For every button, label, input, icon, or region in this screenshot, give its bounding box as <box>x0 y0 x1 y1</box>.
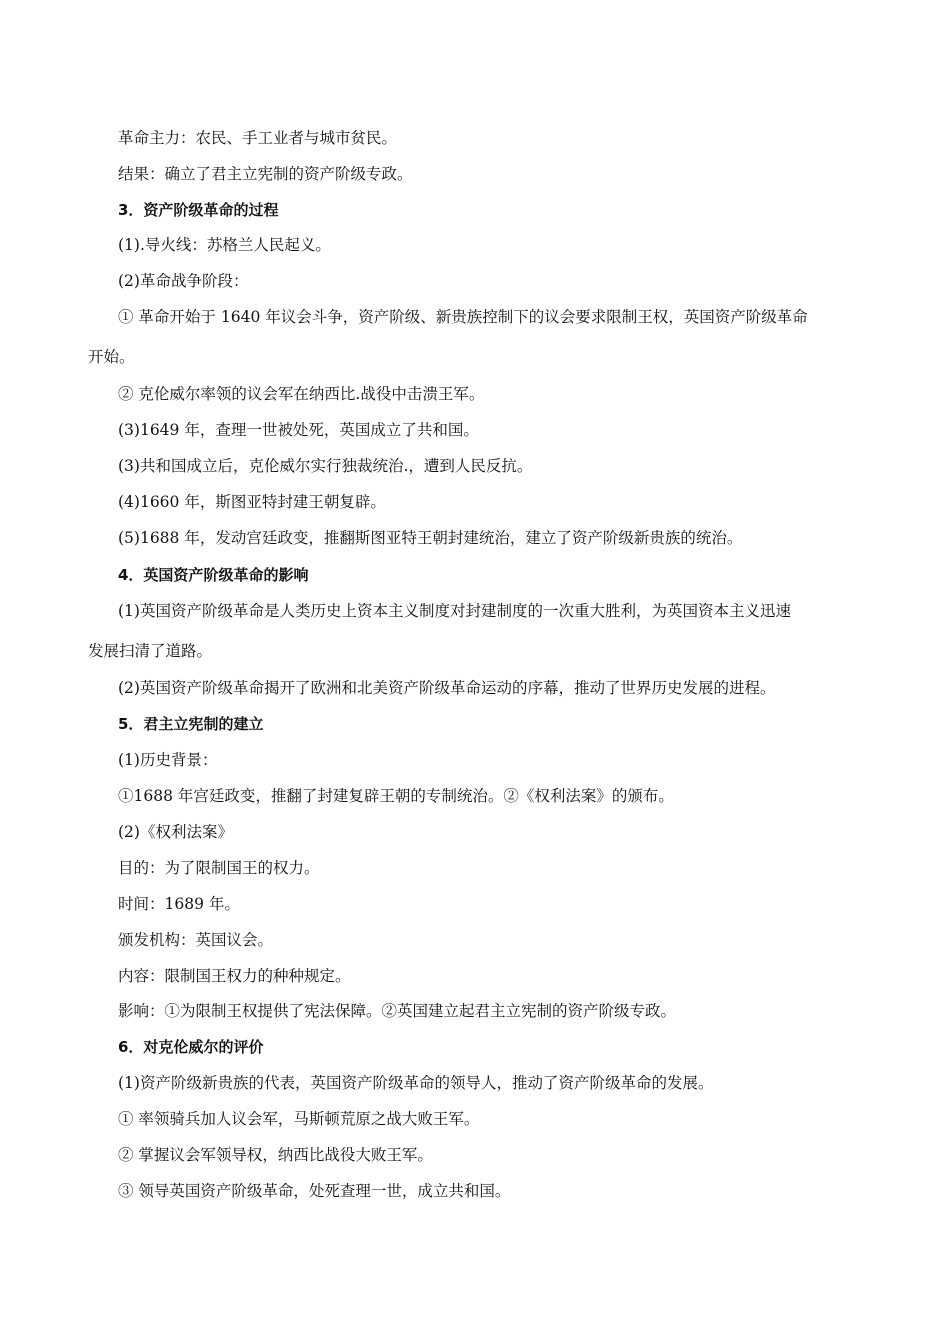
text-line-issuing-body: 颁发机构：英国议会。 <box>118 931 274 949</box>
section-heading-6: 6．对克伦威尔的评价 <box>118 1038 264 1056</box>
text-line-1660: (4)1660 年，斯图亚特封建王朝复辟。 <box>118 493 386 511</box>
text-line-cromwell-role: (1)资产阶级新贵族的代表，英国资产阶级革命的领导人，推动了资产阶级革命的发展。 <box>118 1074 714 1092</box>
text-line-dictatorship: (3)共和国成立后，克伦威尔实行独裁统治.，遭到人民反抗。 <box>118 457 533 475</box>
text-line-impact-1-continued: 发展扫清了道路。 <box>88 642 213 660</box>
text-line-revolution-force: 革命主力：农民、手工业者与城市贫民。 <box>118 129 398 147</box>
text-line-fuse: (1).导火线：苏格兰人民起义。 <box>118 236 331 254</box>
text-line-1640-start: ① 革命开始于 1640 年议会斗争，资产阶级、新贵族控制下的议会要求限制王权，英国资产阶级革命 <box>118 308 808 326</box>
section-heading-3: 3．资产阶级革命的过程 <box>118 201 279 219</box>
text-line-war-stage: (2)革命战争阶段： <box>118 272 249 290</box>
text-line-impact-1: (1)英国资产阶级革命是人类历史上资本主义制度对封建制度的一次重大胜利，为英国资本主义迅速 <box>118 602 791 620</box>
section-heading-4: 4．英国资产阶级革命的影响 <box>118 566 309 584</box>
text-line-time: 时间：1689 年。 <box>118 895 240 913</box>
section-heading-5: 5．君主立宪制的建立 <box>118 715 264 733</box>
text-line-1640-continued: 开始。 <box>88 348 135 366</box>
text-line-cromwell-republic: ③ 领导英国资产阶级革命，处死查理一世，成立共和国。 <box>118 1182 511 1200</box>
text-line-impact-2: (2)英国资产阶级革命揭开了欧洲和北美资产阶级革命运动的序幕，推动了世界历史发展的进程。 <box>118 679 776 697</box>
text-line-naseby: ② 克伦威尔率领的议会军在纳西比.战役中击溃王军。 <box>118 385 485 403</box>
text-line-background-detail: ①1688 年宫廷政变，推翻了封建复辟王朝的专制统治。②《权利法案》的颁布。 <box>118 787 674 805</box>
text-line-cromwell-naseby: ② 掌握议会军领导权，纳西比战役大败王军。 <box>118 1146 433 1164</box>
text-line-cromwell-marston: ① 率领骑兵加人议会军，马斯顿荒原之战大败王军。 <box>118 1110 480 1128</box>
text-line-background: (1)历史背景： <box>118 751 218 769</box>
text-line-result: 结果：确立了君主立宪制的资产阶级专政。 <box>118 165 413 183</box>
text-line-1688: (5)1688 年，发动宫廷政变，推翻斯图亚特王朝封建统治，建立了资产阶级新贵族的统治。 <box>118 529 743 547</box>
text-line-influence: 影响：①为限制王权提供了宪法保障。②英国建立起君主立宪制的资产阶级专政。 <box>118 1002 677 1020</box>
text-line-purpose: 目的：为了限制国王的权力。 <box>118 859 320 877</box>
text-line-1649: (3)1649 年，查理一世被处死，英国成立了共和国。 <box>118 421 479 439</box>
text-line-bill-of-rights: (2)《权利法案》 <box>118 823 233 841</box>
text-line-content: 内容：限制国王权力的种种规定。 <box>118 967 351 985</box>
